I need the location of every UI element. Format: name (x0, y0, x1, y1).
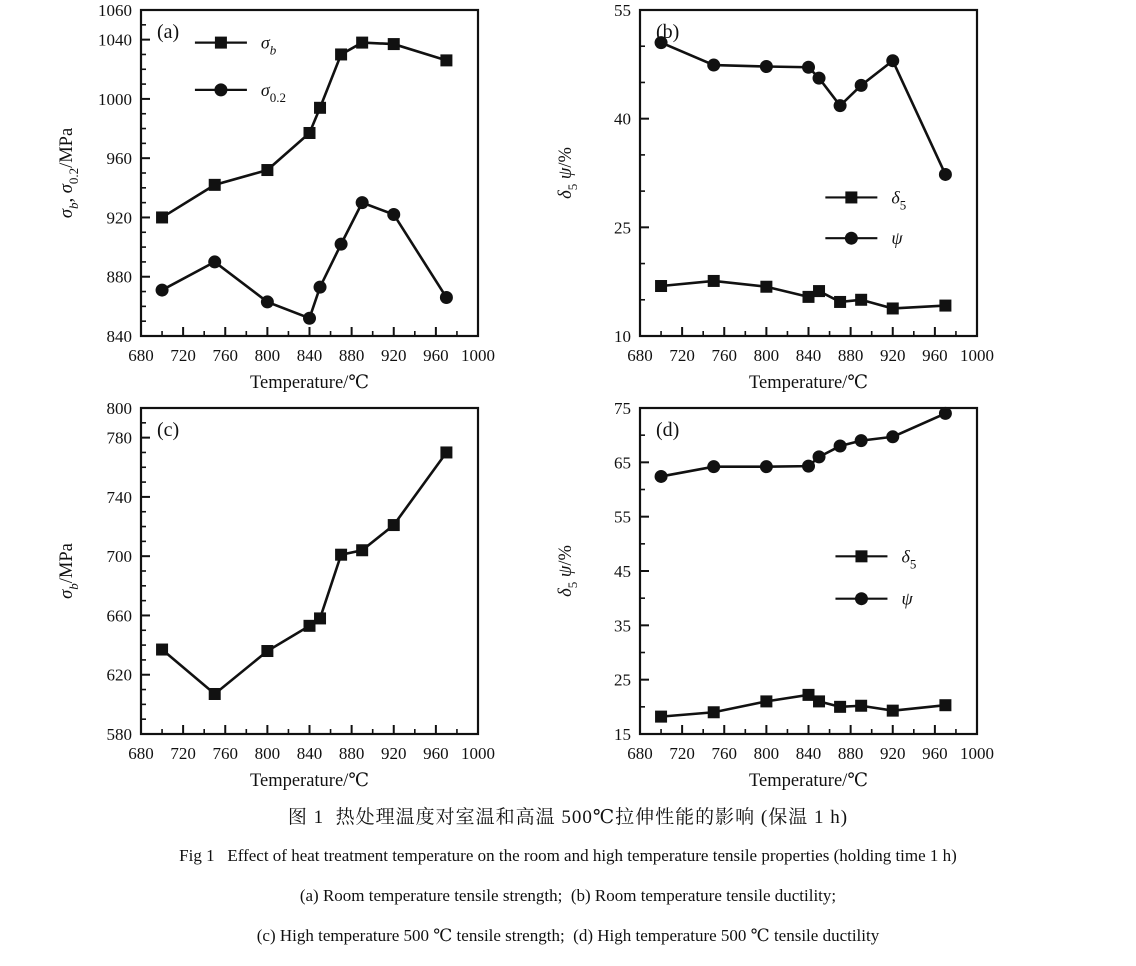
x-axis-title: Temperature/℃ (748, 373, 869, 393)
series-delta-5-marker (655, 711, 667, 723)
x-tick-label: 960 (423, 346, 449, 365)
x-tick-label: 1000 (960, 346, 994, 365)
legend-psi-marker (855, 592, 868, 605)
series-psi-marker (855, 434, 868, 447)
y-axis-title: $\sigma_b$, $\sigma_{0.2}$/MPa (57, 127, 81, 219)
y-tick-label: 75 (614, 399, 631, 418)
caption-subitems-cd: (c) High temperature 500 ℃ tensile strength; (d) High temperature 500 ℃ tensile ductility (256, 926, 880, 945)
series-delta-5-marker (803, 689, 815, 701)
x-tick-label: 800 (753, 346, 780, 365)
y-tick-label: 740 (106, 487, 132, 507)
series-delta-5-marker (708, 275, 720, 287)
series-psi-marker (802, 61, 815, 74)
y-tick-label: 960 (106, 149, 132, 169)
series-sigma-0-2-marker (440, 291, 453, 304)
series-delta-5-marker (939, 699, 951, 711)
series-sigma-b-marker (388, 519, 400, 531)
legend-psi-marker (845, 232, 858, 245)
x-tick-label: 840 (795, 346, 822, 365)
y-tick-label: 800 (106, 399, 132, 418)
y-tick-label: 10 (614, 327, 631, 346)
series-psi-marker (939, 168, 952, 181)
series-psi-marker (939, 407, 952, 420)
y-axis-title: $\sigma_b$/MPa (57, 543, 81, 599)
y-tick-label: 25 (614, 218, 631, 238)
legend-psi-label: ψ (891, 228, 903, 249)
x-tick-label: 760 (212, 346, 238, 365)
x-tick-label: 1000 (461, 346, 495, 365)
series-delta-5-marker (887, 302, 899, 314)
x-axis-title: Temperature/℃ (249, 771, 370, 791)
x-tick-label: 680 (128, 744, 154, 763)
y-tick-label: 35 (614, 616, 631, 636)
series-sigma-0-2-marker (303, 312, 316, 325)
panel-d-high-temp-ductility (545, 398, 1050, 796)
series-sigma-b-marker (356, 37, 368, 49)
legend-delta-5-label: $\delta_5$ (901, 546, 917, 572)
y-tick-label: 580 (106, 725, 132, 744)
panel-letter: (d) (656, 419, 680, 441)
x-tick-label: 840 (795, 744, 822, 763)
y-tick-label: 1060 (98, 1, 132, 20)
series-delta-5-marker (834, 701, 846, 713)
series-psi-marker (655, 470, 668, 483)
series-delta-5-marker (855, 700, 867, 712)
series-psi-marker (707, 59, 720, 72)
series-psi-marker (813, 450, 826, 463)
panel-c-high-temp-strength (46, 398, 551, 796)
y-tick-label: 880 (106, 267, 132, 287)
series-delta-5-marker (887, 705, 899, 717)
series-sigma-0-2-marker (356, 196, 369, 209)
series-psi-marker (707, 460, 720, 473)
series-sigma-b-marker (156, 211, 168, 223)
series-sigma-b-marker (261, 164, 273, 176)
series-delta-5-marker (939, 300, 951, 312)
panel-letter: (c) (157, 419, 180, 441)
y-axis-title: $\delta_5$ ψ/% (556, 147, 580, 199)
plot-frame (640, 408, 977, 734)
y-tick-label: 1040 (98, 30, 132, 50)
x-tick-label: 840 (296, 744, 323, 763)
x-tick-label: 720 (170, 744, 196, 763)
x-axis-title: Temperature/℃ (748, 771, 869, 791)
x-tick-label: 760 (711, 744, 737, 763)
series-sigma-b-marker (314, 102, 326, 114)
y-tick-label: 920 (106, 208, 132, 228)
series-sigma-b-marker (335, 549, 347, 561)
plot-frame (141, 408, 478, 734)
x-tick-label: 920 (381, 744, 407, 763)
series-delta-5-marker (813, 695, 825, 707)
series-sigma-0-2-marker (156, 284, 169, 297)
x-tick-label: 960 (922, 744, 948, 763)
caption-english: Fig 1 Effect of heat treatment temperature on the room and high temperature tensile properties (holding time 1 h) (179, 846, 957, 865)
series-psi-marker (834, 99, 847, 112)
x-tick-label: 920 (880, 744, 906, 763)
series-sigma-0-2-marker (387, 208, 400, 221)
series-sigma-0-2-marker (261, 295, 274, 308)
y-tick-label: 65 (614, 453, 631, 473)
x-tick-label: 880 (338, 744, 365, 763)
legend-psi-label: ψ (901, 588, 913, 609)
y-tick-label: 1000 (98, 89, 132, 109)
series-sigma-b-marker (440, 54, 452, 66)
y-tick-label: 15 (614, 725, 631, 744)
legend-sigma-0-2-marker (214, 83, 227, 96)
legend-delta-5-marker (855, 550, 867, 562)
caption-subitems-ab: (a) Room temperature tensile strength; (b) Room temperature tensile ductility; (299, 886, 837, 905)
series-psi-marker (813, 72, 826, 85)
y-tick-label: 840 (106, 327, 132, 346)
x-tick-label: 800 (753, 744, 780, 763)
y-tick-label: 40 (614, 109, 631, 129)
series-psi-marker (886, 430, 899, 443)
series-psi-marker (802, 460, 815, 473)
panel-a-room-temp-strength (46, 0, 551, 398)
series-sigma-0-2-marker (314, 281, 327, 294)
panel-letter: (b) (656, 21, 680, 43)
x-tick-label: 800 (254, 744, 281, 763)
chart-b (545, 0, 1050, 398)
series-sigma-0-2-line (162, 203, 446, 319)
chart-d (545, 398, 1050, 796)
x-tick-label: 960 (922, 346, 948, 365)
x-tick-label: 920 (880, 346, 906, 365)
x-tick-label: 720 (669, 346, 695, 365)
x-tick-label: 960 (423, 744, 449, 763)
x-tick-label: 720 (170, 346, 196, 365)
legend-sigma-b-label: $\sigma_b$ (260, 32, 277, 58)
series-psi-marker (760, 460, 773, 473)
x-tick-label: 680 (627, 346, 653, 365)
x-tick-label: 920 (381, 346, 407, 365)
series-delta-5-marker (760, 281, 772, 293)
series-psi-marker (760, 60, 773, 73)
x-tick-label: 880 (837, 346, 864, 365)
series-sigma-b-marker (314, 612, 326, 624)
x-tick-label: 1000 (960, 744, 994, 763)
series-psi-marker (886, 54, 899, 67)
y-tick-label: 620 (106, 665, 132, 685)
chart-a (46, 0, 551, 398)
x-tick-label: 880 (837, 744, 864, 763)
y-tick-label: 660 (106, 606, 132, 626)
chart-c (46, 398, 551, 796)
x-tick-label: 1000 (461, 744, 495, 763)
x-tick-label: 760 (212, 744, 238, 763)
series-delta-5-marker (813, 285, 825, 297)
series-psi-marker (855, 79, 868, 92)
legend-sigma-0-2-label: $\sigma_{0.2}$ (260, 79, 287, 105)
caption-chinese: 图 1 热处理温度对室温和高温 500℃拉伸性能的影响 (保温 1 h) (287, 807, 849, 828)
x-tick-label: 680 (627, 744, 653, 763)
series-sigma-b-marker (304, 127, 316, 139)
y-tick-label: 700 (106, 547, 132, 567)
series-psi-marker (834, 440, 847, 453)
series-delta-5-marker (760, 695, 772, 707)
x-tick-label: 840 (296, 346, 323, 365)
y-axis-title: $\delta_5$ ψ/% (556, 545, 580, 597)
series-delta-5-marker (655, 280, 667, 292)
series-delta-5-marker (803, 291, 815, 303)
x-tick-label: 680 (128, 346, 154, 365)
y-tick-label: 55 (614, 507, 631, 527)
x-tick-label: 880 (338, 346, 365, 365)
legend-delta-5-label: $\delta_5$ (891, 187, 907, 213)
x-tick-label: 720 (669, 744, 695, 763)
series-delta-5-marker (855, 294, 867, 306)
panel-letter: (a) (157, 21, 180, 43)
legend-delta-5-marker (845, 191, 857, 203)
series-sigma-b-marker (356, 544, 368, 556)
y-tick-label: 25 (614, 670, 631, 690)
series-sigma-b-line (162, 452, 446, 694)
series-sigma-0-2-marker (208, 255, 221, 268)
series-sigma-b-marker (335, 48, 347, 60)
series-sigma-b-marker (261, 645, 273, 657)
series-sigma-0-2-marker (335, 238, 348, 251)
series-sigma-b-marker (156, 644, 168, 656)
plot-frame (141, 10, 478, 336)
series-psi-line (661, 43, 945, 175)
x-axis-title: Temperature/℃ (249, 373, 370, 393)
series-sigma-b-marker (209, 688, 221, 700)
series-sigma-b-marker (388, 38, 400, 50)
series-sigma-b-marker (440, 446, 452, 458)
series-delta-5-marker (708, 706, 720, 718)
legend-sigma-b-marker (215, 37, 227, 49)
plot-frame (640, 10, 977, 336)
y-tick-label: 55 (614, 1, 631, 20)
y-tick-label: 45 (614, 562, 631, 581)
series-sigma-b-marker (209, 179, 221, 191)
x-tick-label: 760 (711, 346, 737, 365)
x-tick-label: 800 (254, 346, 281, 365)
series-sigma-b-marker (304, 620, 316, 632)
panel-b-room-temp-ductility (545, 0, 1050, 398)
series-delta-5-marker (834, 296, 846, 308)
y-tick-label: 780 (106, 428, 132, 448)
